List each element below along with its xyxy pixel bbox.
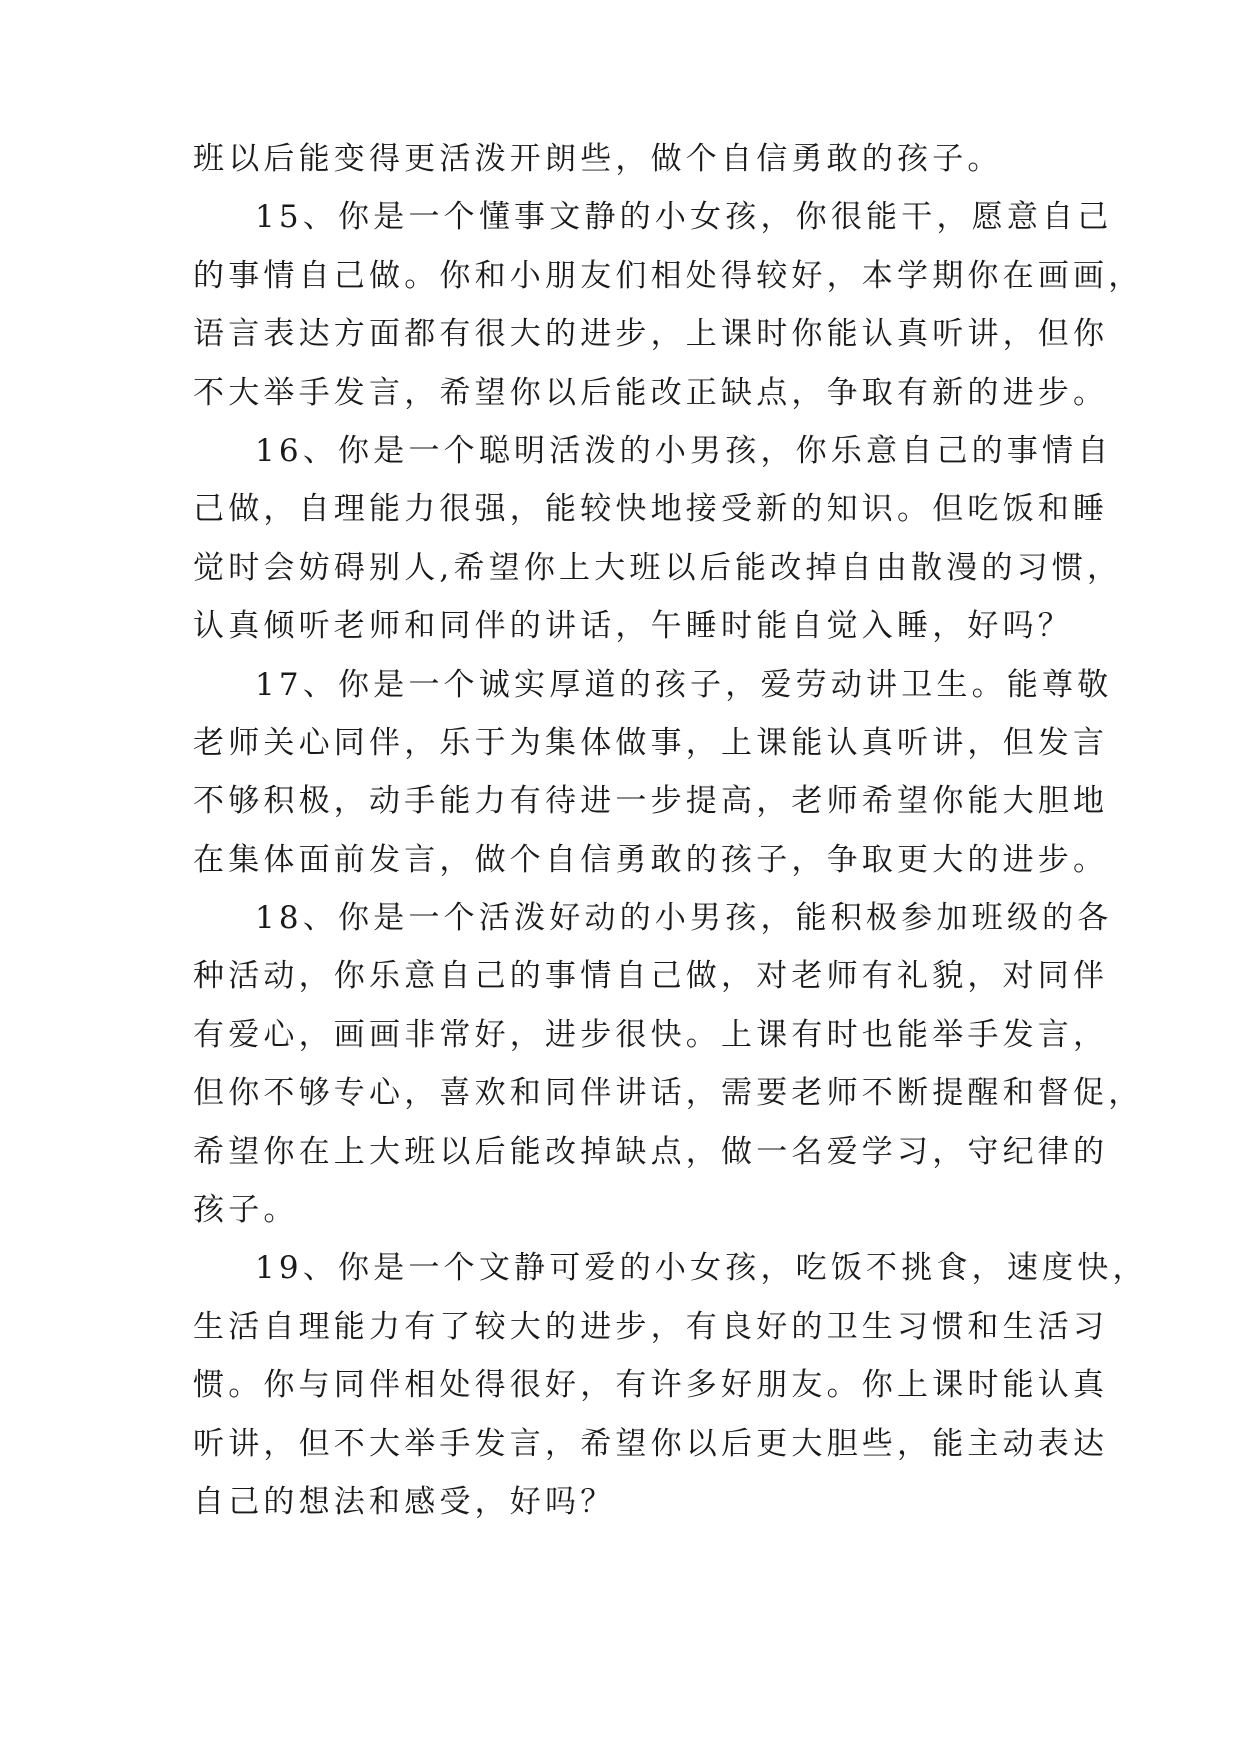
text-line: 希望你在上大班以后能改掉缺点，做一名爱学习，守纪律的 xyxy=(193,1133,1109,1170)
text-line: 自己的想法和感受，好吗？ xyxy=(193,1483,616,1520)
text-line: 15、你是一个懂事文静的小女孩，你很能干，愿意自己 xyxy=(255,199,1113,236)
text-line: 不够积极，动手能力有待进一步提高，老师希望你能大胆地 xyxy=(193,783,1109,820)
paragraph xyxy=(193,422,1123,656)
text-line: 但你不够专心，喜欢和同伴讲话，需要老师不断提醒和督促， xyxy=(193,1075,1144,1112)
text-line: 觉时会妨碍别人,希望你上大班以后能改掉自由散漫的习惯， xyxy=(193,549,1123,586)
text-line: 不大举手发言，希望你以后能改正缺点，争取有新的进步。 xyxy=(193,374,1109,411)
text-line: 有爱心，画画非常好，进步很快。上课有时也能举手发言， xyxy=(193,1016,1109,1053)
text-line: 老师关心同伴，乐于为集体做事，上课能认真听讲，但发言 xyxy=(193,724,1109,761)
document-page xyxy=(193,130,1148,1531)
text-line: 16、你是一个聪明活泼的小男孩，你乐意自己的事情自 xyxy=(255,432,1113,469)
text-line: 的事情自己做。你和小朋友们相处得较好，本学期你在画画， xyxy=(193,257,1144,294)
paragraph xyxy=(193,188,1144,422)
text-line: 班以后能变得更活泼开朗些，做个自信勇敢的孩子。 xyxy=(193,141,1003,177)
text-line: 孩子。 xyxy=(193,1192,299,1229)
text-line: 18、你是一个活泼好动的小男孩，能积极参加班级的各 xyxy=(255,900,1113,937)
paragraph xyxy=(193,130,1063,188)
text-line: 在集体面前发言，做个自信勇敢的孩子，争取更大的进步。 xyxy=(193,841,1109,878)
text-line: 种活动，你乐意自己的事情自己做，对老师有礼貌，对同伴 xyxy=(193,958,1109,995)
text-line: 听讲，但不大举手发言，希望你以后更大胆些，能主动表达 xyxy=(193,1425,1109,1462)
text-line: 惯。你与同伴相处得很好，有许多好朋友。你上课时能认真 xyxy=(193,1367,1109,1404)
text-line: 语言表达方面都有很大的进步，上课时你能认真听讲，但你 xyxy=(193,316,1109,353)
paragraph xyxy=(193,656,1113,890)
text-line: 认真倾听老师和同伴的讲话，午睡时能自觉入睡，好吗？ xyxy=(193,608,1073,645)
text-line: 19、你是一个文静可爱的小女孩，吃饭不挑食，速度快， xyxy=(255,1250,1148,1287)
text-line: 己做，自理能力很强，能较快地接受新的知识。但吃饭和睡 xyxy=(193,491,1109,528)
text-line: 17、你是一个诚实厚道的孩子，爱劳动讲卫生。能尊敬 xyxy=(255,666,1113,703)
text-line: 生活自理能力有了较大的进步，有良好的卫生习惯和生活习 xyxy=(193,1308,1109,1345)
paragraph xyxy=(193,1239,1148,1531)
paragraph xyxy=(193,889,1144,1239)
